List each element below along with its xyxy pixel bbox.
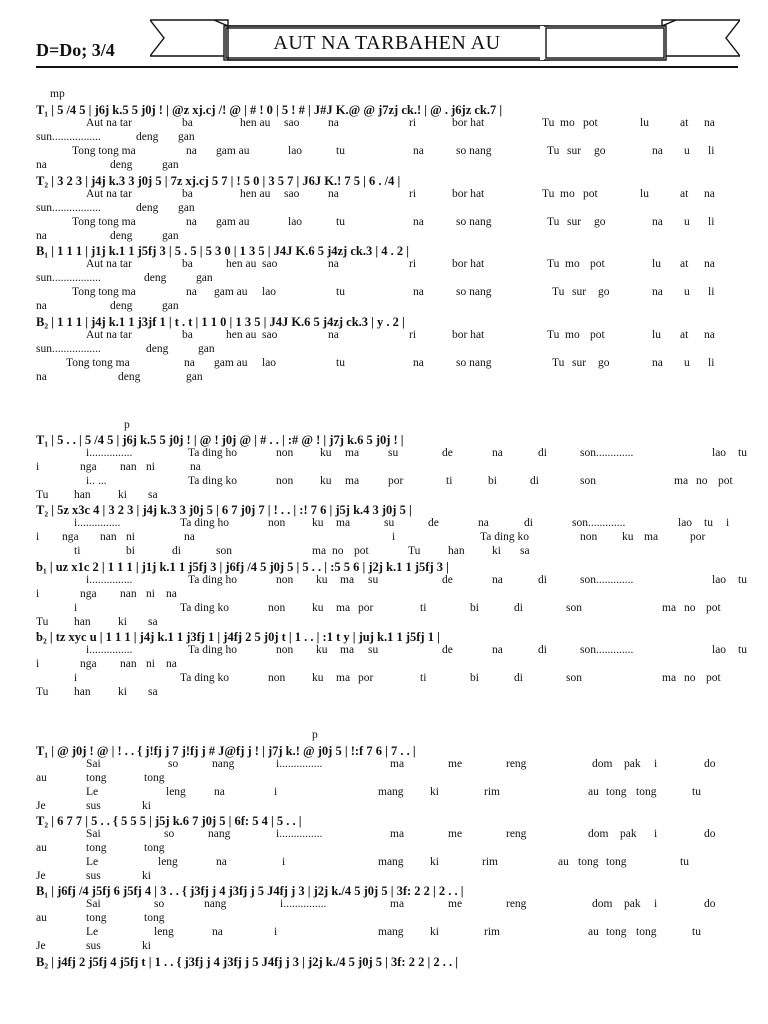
lyric-line: Je sus ki [36,870,151,882]
part-line-bass1: b₁ | uz x1c 2 | 1 1 1 | j1j k.1 1 j5fj 3 | j6fj /4 5 j0j 5 | 5 . . | :5 5 6 | j2j k.1 1 j5fj 3 | [36,560,449,574]
lyric-line: sun................. deng gan [36,131,195,143]
part-line-tenor1: T₁ | 5 . . | 5 /4 5 | j6j k.5 5 j0j ! | @ ! j0j @ | # . . | :# @ ! | j7j k.6 5 j0j ! | [36,433,404,447]
lyric-line: i Ta ding ko non ku ma por ti bi di son ma no pot [74,602,721,614]
lyric-line: Aut na tar ba hen au sao na ri bor hat Tu mo pot lu at na [86,117,715,129]
part-line-tenor1: T₁ | 5 /4 5 | j6j k.5 5 j0j ! | @z xj.cj /! @ | # ! 0 | 5 ! # | J#J K.@ @ j7zj ck.! | @ . j6jz ck.7 | [36,103,503,117]
dynamic-marking: p [124,419,130,431]
dynamic-marking: mp [50,88,65,100]
lyric-line: Tu han ki sa [36,616,158,628]
part-line-bass2: b₂ | tz xyc u | 1 1 1 | j4j k.1 1 j3fj 1 | j4fj 2 5 j0j t | 1 . . | :1 t y | juj k.1 1 j5fj 1 | [36,630,440,644]
lyric-line: i nga nan ni na [36,588,177,600]
lyric-line: Tu han ki sa [36,686,158,698]
lyric-line: Aut na tar ba hen au sao na ri bor hat Tu mo pot lu at na [86,329,715,341]
part-line-bass2: B₂ | 1 1 1 | j4j k.1 1 j3jf 1 | t . t | 1 1 0 | 1 3 5 | J4J K.6 5 j4zj ck.3 | y . 2 | [36,315,405,329]
lyric-line: Sai so nang i............... ma me reng dom pak i do [86,758,716,770]
lyric-line: Je sus ki [36,940,151,952]
lyric-line: au tong tong [36,912,165,924]
lyric-line: na deng gan [36,300,179,312]
lyric-line: i............... Ta ding ho non ku ma su de na di son............. lao tu [86,574,747,586]
lyric-line: au tong tong [36,842,165,854]
lyric-line: i............... Ta ding ho non ku ma su de na di son............. lao tu [86,644,747,656]
lyric-line: sun................. deng gan [36,343,215,355]
part-line-bass1: B₁ | j6fj /4 j5fj 6 j5fj 4 | 3 . . { j3fj j 4 j3fj j 5 J4fj j 3 | j2j k./4 5 j0j 5 | 3f: 2 2 | 2 . . | [36,884,464,898]
lyric-line: Tong tong ma na gam au lao tu na so nang Tu sur go na u li [72,286,715,298]
lyric-line: Le leng na i mang ki rim au tong tong tu [86,856,689,868]
lyric-line: i............... Ta ding ho non ku ma su de na di son............. lao tu i [74,517,730,529]
lyric-line: na deng gan [36,159,179,171]
lyric-line: Sai so nang i............... ma me reng dom pak i do [86,828,716,840]
lyric-line: i nga nan ni na i Ta ding ko non ku ma por [36,531,706,543]
lyric-line: i nga nan ni na [36,461,201,473]
lyric-line: Tong tong ma na gam au lao tu na so nang Tu sur go na u li [72,216,715,228]
lyric-line: i nga nan ni na [36,658,177,670]
song-title: AUT NA TARBAHEN AU [273,32,501,54]
lyric-line: Aut na tar ba hen au sao na ri bor hat Tu mo pot lu at na [86,258,715,270]
part-line-tenor2: T₂ | 3 2 3 | j4j k.3 3 j0j 5 | 7z xj.cj 5 7 | ! 5 0 | 3 5 7 | J6J K.! 7 5 | 6 . /4 | [36,174,401,188]
part-line-tenor2: T₂ | 5z x3c 4 | 3 2 3 | j4j k.3 3 j0j 5 | 6 7 j0j 7 | ! . . | :! 7 6 | j5j k.4 3 j0j 5 | [36,503,412,517]
lyric-line: Aut na tar ba hen au sao na ri bor hat Tu mo pot lu at na [86,188,715,200]
lyric-line: Tu han ki sa [36,489,158,501]
lyric-line: au tong tong [36,772,165,784]
part-line-bass2: B₂ | j4fj 2 j5fj 4 j5fj t | 1 . . { j3fj j 4 j3fj j 5 J4fj j 3 | j2j k./4 5 j0j 5 | 3f: 2 2 | 2 . . | [36,955,458,969]
lyric-line: Je sus ki [36,800,151,812]
lyric-line: Le leng na i mang ki rim au tong tong tu [86,786,701,798]
dynamic-marking: p [312,729,318,741]
lyric-line: ti bi di son ma no pot Tu han ki sa [74,545,530,557]
lyric-line: i Ta ding ko non ku ma por ti bi di son ma no pot [74,672,721,684]
part-line-tenor2: T₂ | 6 7 7 | 5 . . { 5 5 5 | j5j k.6 7 j0j 5 | 6f: 5 4 | 5 . . | [36,814,302,828]
lyric-line: i.. ... Ta ding ko non ku ma por ti bi di son ma no pot [86,475,733,487]
lyric-line: Sai so nang i............... ma me reng dom pak i do [86,898,716,910]
part-line-bass1: B₁ | 1 1 1 | j1j k.1 1 j5fj 3 | 5 . 5 | 5 3 0 | 1 3 5 | J4J K.6 5 j4zj ck.3 | 4 . 2 | [36,244,409,258]
lyric-line: Le leng na i mang ki rim au tong tong tu [86,926,701,938]
part-line-tenor1: T₁ | @ j0j ! @ | ! . . { j!fj j 7 j!fj j # J@fj j ! | j7j k.! @ j0j 5 | !:f 7 6 | 7 . . | [36,744,416,758]
lyric-line: sun................. deng gan [36,202,195,214]
lyric-line: i............... Ta ding ho non ku ma su de na di son............. lao tu [86,447,747,459]
lyric-line: sun................. deng gan [36,272,213,284]
lyric-line: Tong tong ma na gam au lao tu na so nang Tu sur go na u li [72,145,715,157]
lyric-line: Tong tong ma na gam au lao tu na so nang Tu sur go na u li [66,357,715,369]
key-signature: D=Do; 3/4 [36,40,115,60]
lyric-line: na deng gan [36,371,203,383]
lyric-line: na deng gan [36,230,179,242]
